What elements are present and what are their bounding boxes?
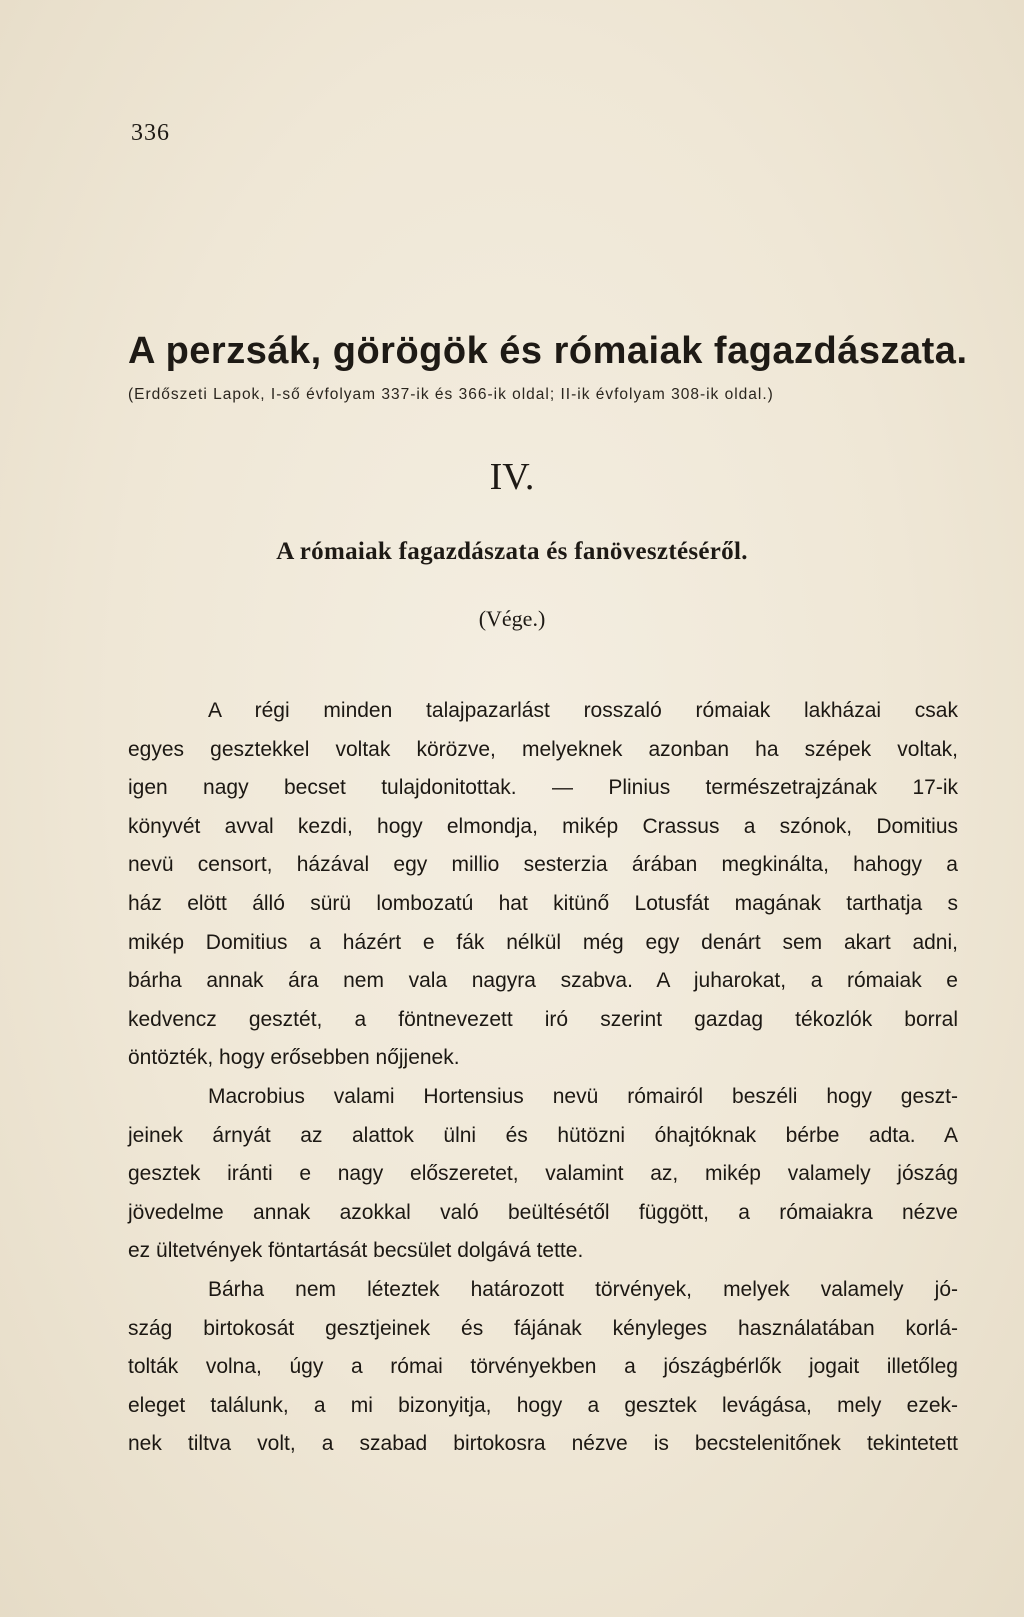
text-line: szág birtokosát gesztjeinek és fájának kényleges használatában korlá- (128, 1316, 958, 1340)
text-line: jeinek árnyát az alattok ülni és hütözni óhajtóknak bérbe adta. A (128, 1123, 958, 1147)
text-line: nek tiltva volt, a szabad birtokosra nézve is becstelenitőnek tekintetett (128, 1432, 958, 1456)
paragraph-3 (128, 1271, 958, 1464)
page-number: 336 (131, 120, 170, 146)
source-note: (Erdőszeti Lapok, I-ső évfolyam 337-ik és 366-ik oldal; II-ik évfolyam 308-ik oldal.) (128, 386, 774, 403)
text-line: nevü censort, házával egy millio sesterzia árában megkinálta, hahogy a (128, 853, 958, 877)
paragraph-1 (128, 692, 958, 1078)
text-line: mikép Domitius a házért e fák nélkül még egy denárt sem akart adni, (128, 930, 958, 954)
section-title: A rómaiak fagazdászata és fanövesztéséről. (276, 538, 748, 565)
section-number: IV. (489, 456, 535, 498)
text-line: ház elött álló sürü lombozatú hat kitünő Lotusfát magának tarthatja s (128, 891, 958, 915)
text-line: igen nagy becset tulajdonitottak. — Plinius természetrajzának 17-ik (128, 776, 958, 800)
article-title: A perzsák, görögök és rómaiak fagazdászata. (128, 330, 968, 372)
text-line: könyvét avval kezdi, hogy elmondja, mikép Crassus a szónok, Domitius (128, 814, 958, 838)
text-line: gesztek iránti e nagy előszeretet, valamint az, mikép valamely jószág (128, 1162, 958, 1186)
text-line: öntözték, hogy erősebben nőjjenek. (128, 1046, 460, 1070)
body-text (128, 692, 958, 1464)
text-line: Bárha nem léteztek határozott törvények, melyek valamely jó- (208, 1277, 958, 1301)
text-line: egyes gesztekkel voltak körözve, melyeknek azonban ha szépek voltak, (128, 737, 958, 761)
text-line: kedvencz gesztét, a föntnevezett iró szerint gazdag tékozlók borral (128, 1007, 958, 1031)
text-line: ez ültetvények föntartását becsület dolgává tette. (128, 1239, 584, 1263)
text-line: eleget találunk, a mi bizonyitja, hogy a gesztek levágása, mely ezek- (128, 1393, 958, 1417)
text-line: bárha annak ára nem vala nagyra szabva. A juharokat, a rómaiak e (128, 969, 958, 993)
text-line: A régi minden talajpazarlást rosszaló rómaiak lakházai csak (208, 699, 958, 722)
paragraph-2 (128, 1078, 958, 1271)
text-line: Macrobius valami Hortensius nevü rómairól beszéli hogy geszt- (208, 1084, 958, 1108)
text-line: jövedelme annak azokkal való beültésétől függött, a rómaiakra nézve (128, 1200, 958, 1224)
section-note: (Vége.) (478, 606, 546, 631)
text-line: tolták volna, úgy a római törvényekben a jószágbérlők jogait illetőleg (128, 1355, 958, 1379)
